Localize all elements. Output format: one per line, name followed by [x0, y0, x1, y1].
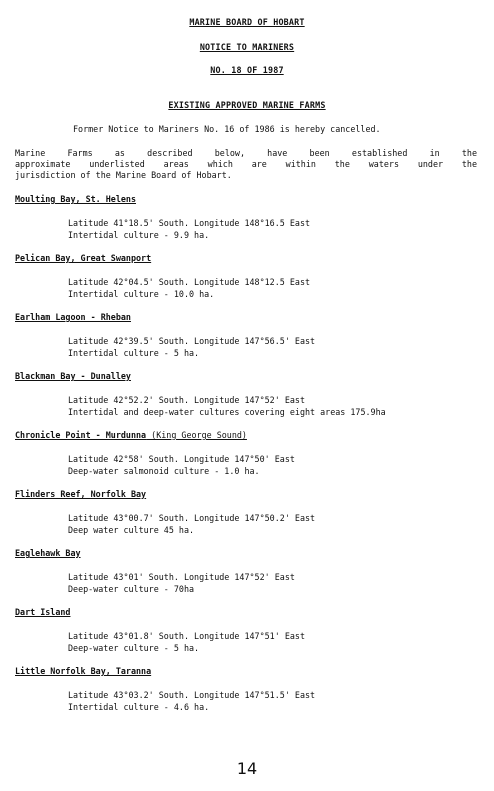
- notice-heading: NOTICE TO MARINERS: [199, 42, 295, 52]
- page-number: 14: [236, 759, 258, 778]
- notice-number: NO. 18 OF 1987: [210, 65, 284, 75]
- farm-location-name: Dart Island: [15, 607, 71, 617]
- farm-position: Latitude 42°39.5' South. Longitude 147°56.5' East: [68, 336, 316, 346]
- cancellation-notice: Former Notice to Mariners No. 16 of 1986 is hereby cancelled.: [73, 124, 381, 134]
- farm-culture: Deep-water culture - 70ha: [68, 584, 195, 594]
- farm-location-name: Moulting Bay, St. Helens: [15, 194, 137, 204]
- farm-position: Latitude 43°01.8' South. Longitude 147°51' East: [68, 631, 305, 641]
- farm-location-heading: [15, 194, 136, 205]
- intro-line: approximate underlisted areas which are within the waters under the: [15, 158, 477, 169]
- farm-position: Latitude 42°04.5' South. Longitude 148°12.5 East: [68, 277, 311, 287]
- farm-location-heading: [15, 371, 131, 382]
- farm-location-heading: [15, 548, 81, 559]
- farm-culture: Deep-water salmonoid culture - 1.0 ha.: [68, 466, 260, 476]
- intro-line: jurisdiction of the Marine Board of Hobart.: [15, 169, 232, 180]
- farm-location-name: Little Norfolk Bay, Taranna: [15, 666, 152, 676]
- farm-culture: Intertidal culture - 9.9 ha.: [68, 230, 210, 240]
- farm-location-name: Flinders Reef, Norfolk Bay: [15, 489, 147, 499]
- farm-culture: Deep-water culture - 5 ha.: [68, 643, 200, 653]
- farm-culture: Intertidal culture - 5 ha.: [68, 348, 200, 358]
- farm-location-heading: [15, 489, 146, 500]
- farm-location-name: Earlham Lagoon - Rheban: [15, 312, 131, 322]
- farm-culture: Intertidal culture - 4.6 ha.: [68, 702, 210, 712]
- farm-location-heading: [15, 312, 131, 323]
- farm-position: Latitude 42°58' South. Longitude 147°50' East: [68, 454, 295, 464]
- intro-paragraph: [15, 148, 477, 181]
- farm-location-name: Chronicle Point - Murdunna: [15, 430, 147, 440]
- subject-heading: EXISTING APPROVED MARINE FARMS: [168, 100, 326, 110]
- farm-location-note: (King George Sound): [146, 430, 247, 440]
- farm-location-heading: [15, 430, 247, 441]
- farm-position: Latitude 42°52.2' South. Longitude 147°52' East: [68, 395, 305, 405]
- farm-culture: Deep water culture 45 ha.: [68, 525, 195, 535]
- farm-location-heading: [15, 607, 70, 618]
- farm-location-heading: [15, 253, 151, 264]
- farm-position: Latitude 43°03.2' South. Longitude 147°51.5' East: [68, 690, 316, 700]
- farm-location-name: Blackman Bay - Dunalley: [15, 371, 131, 381]
- farm-location-name: Eaglehawk Bay: [15, 548, 81, 558]
- farm-location-heading: [15, 666, 151, 677]
- org-heading: MARINE BOARD OF HOBART: [189, 17, 305, 27]
- farm-culture: Intertidal culture - 10.0 ha.: [68, 289, 215, 299]
- farm-position: Latitude 43°01' South. Longitude 147°52' East: [68, 572, 295, 582]
- farm-location-name: Pelican Bay, Great Swanport: [15, 253, 152, 263]
- farm-position: Latitude 43°00.7' South. Longitude 147°50.2' East: [68, 513, 316, 523]
- farm-position: Latitude 41°18.5' South. Longitude 148°16.5 East: [68, 218, 311, 228]
- farm-culture: Intertidal and deep-water cultures covering eight areas 175.9ha: [68, 407, 386, 417]
- intro-line: Marine Farms as described below, have been established in the: [15, 148, 477, 158]
